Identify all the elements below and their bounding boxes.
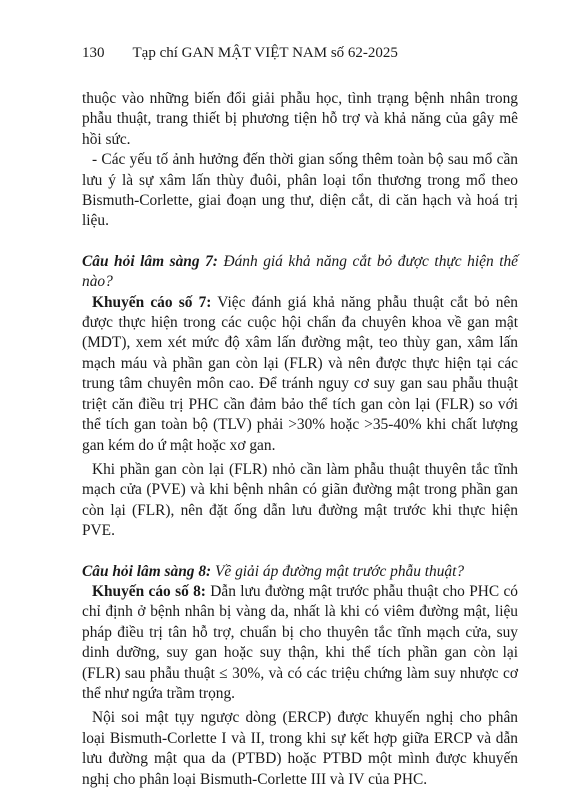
question-text: Về giải áp đường mật trước phẫu thuật? [211, 562, 465, 580]
body-paragraph: - Các yếu tố ảnh hưởng đến thời gian sống thêm toàn bộ sau mổ cần lưu ý là sự xâm lấn thùy đuôi, phân loại tổn thương trong mổ theo Bismuth-Corlette, giai đoạn ung thư, diện cắt, di căn hạch và hoá trị liệu. [82, 151, 518, 230]
recommendation-text: Dẫn lưu đường mật trước phẫu thuật cho PHC có chỉ định ở bệnh nhân bị vàng da, nhất là khi có viêm đường mật, liệu pháp điều trị tân hỗ trợ, chuẩn bị cho thuyên tắc tĩnh mạch cửa, suy dinh dưỡng, suy gan hoặc suy thận, khi thể tích phần gan còn lại (FLR) sau phẫu thuật ≤ 30%, và có các triệu chứng làm suy nhược cơ thể như ngứa trầm trọng. [82, 582, 518, 702]
recommendation-label: Khuyến cáo số 7: [92, 293, 212, 311]
recommendation-7 [82, 293, 518, 456]
page-header [82, 44, 518, 62]
body-paragraph: Khi phần gan còn lại (FLR) nhỏ cần làm phẫu thuật thuyên tắc tĩnh mạch cửa (PVE) và khi bệnh nhân có giãn đường mật trong phần gan còn lại (FLR), nên đặt ống dẫn lưu đường mật trước khi thực hiện PVE. [82, 460, 518, 540]
page-number: 130 [82, 45, 105, 61]
body-paragraph: thuộc vào những biến đổi giải phẫu học, tình trạng bệnh nhân trong phẫu thuật, trang thiết bị phương tiện hỗ trợ và khả năng của gây mê hồi sức. [82, 90, 518, 148]
question-label: Câu hỏi lâm sàng 7: [82, 252, 218, 270]
recommendation-label: Khuyến cáo số 8: [92, 582, 206, 600]
question-text: Đánh giá khả năng cắt bỏ được thực hiện thế nào? [82, 252, 519, 291]
clinical-question-8 [82, 562, 518, 582]
journal-title: Tạp chí GAN MẬT VIỆT NAM số 62-2025 [132, 45, 398, 61]
recommendation-text: Việc đánh giá khả năng phẫu thuật cắt bỏ nên được thực hiện trong các cuộc hội chẩn đa chuyên khoa về gan mật (MDT), xem xét mức độ xâm lấn đường mật, teo thùy gan, xâm lấn mạch máu và phần gan còn lại (FLR) và nên được thực hiện tại các trung tâm chuyên môn cao. Để tránh nguy cơ suy gan sau phẫu thuật triệt căn điều trị PHC cần đảm bảo thể tích gan còn lại (FLR) so với thể tích gan toàn bộ (TLV) phải >30% hoặc >35-40% khi chất lượng gan kém do ứ mật hoặc xơ gan. [82, 293, 518, 454]
document-page [82, 44, 518, 790]
clinical-question-7 [82, 252, 518, 293]
question-label: Câu hỏi lâm sàng 8: [82, 562, 212, 580]
body-paragraph: Nội soi mật tụy ngược dòng (ERCP) được khuyến nghị cho phân loại Bismuth-Corlette I và II, trong khi sự kết hợp giữa ERCP và dẫn lưu đường mật qua da (PTBD) hoặc PTBD một mình được khuyến nghị cho phân loại Bismuth-Corlette III và IV của PHC. [82, 709, 518, 788]
recommendation-8 [82, 582, 518, 704]
